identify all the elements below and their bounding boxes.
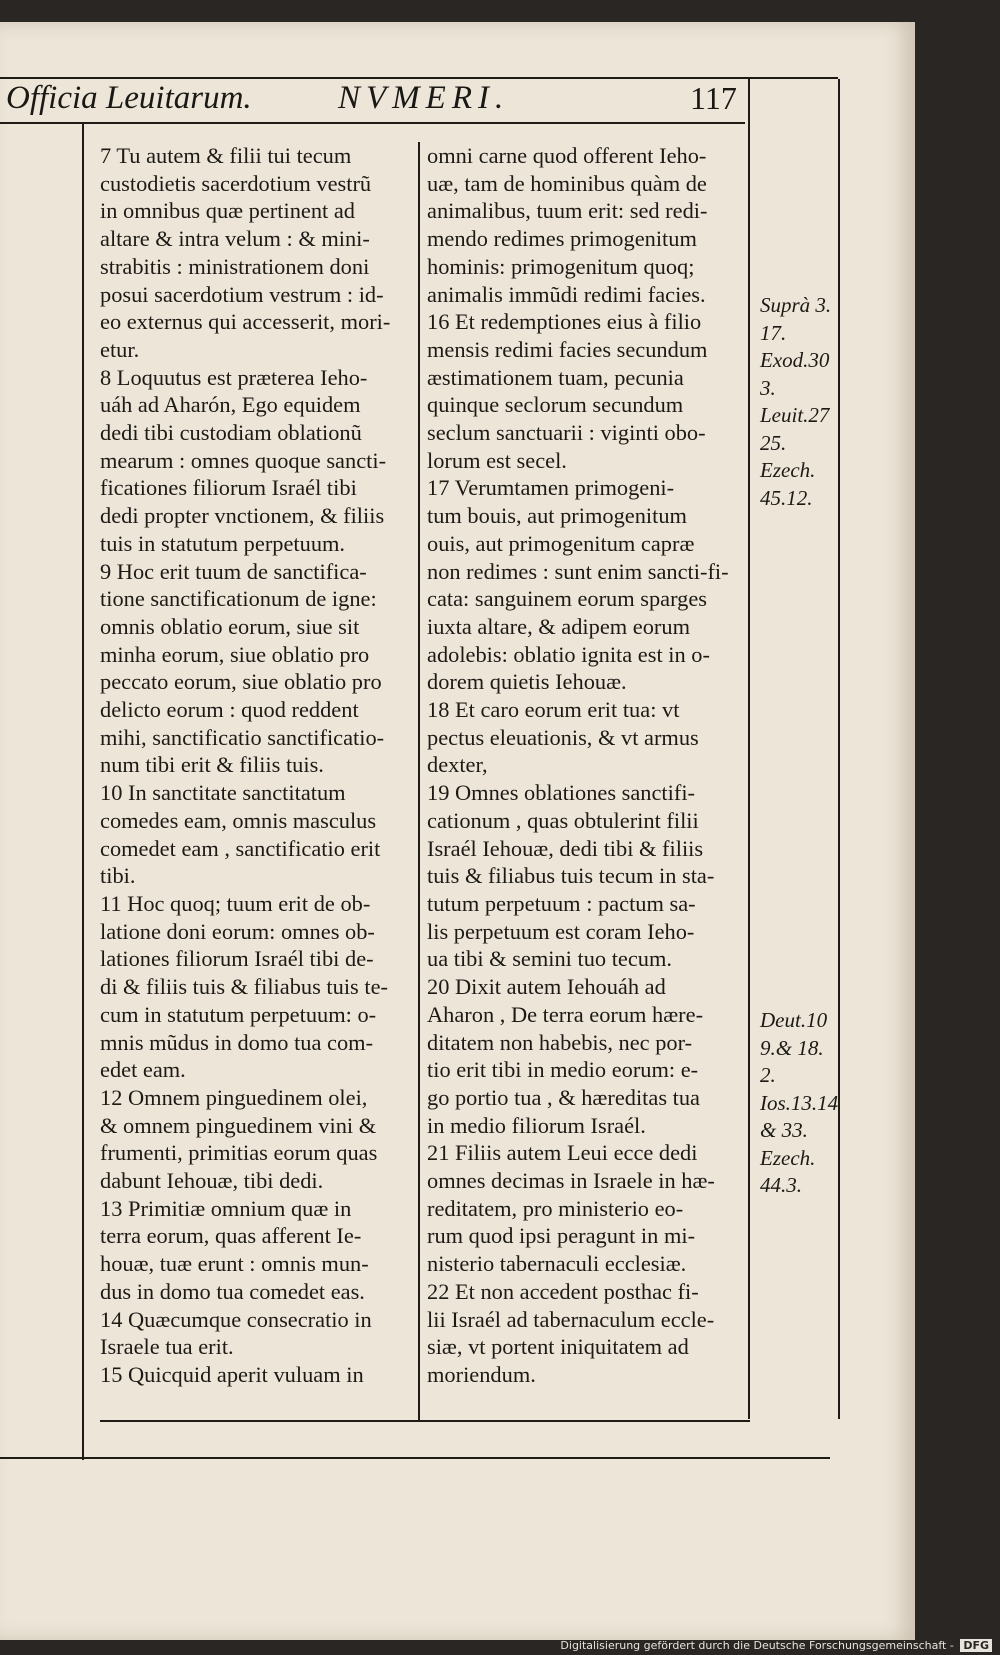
text-line: dorem quietis Iehouæ. (427, 669, 627, 695)
text-line: Israele tua erit. (100, 1334, 234, 1360)
text-line: Aharon , De terra eorum hære- (427, 1001, 704, 1027)
text-line: frumenti, primitias eorum quas (100, 1140, 378, 1166)
text-line: dus in domo tua comedet eas. (100, 1278, 365, 1304)
text-line: di & filiis tuis & filiabus tuis te- (100, 974, 388, 1000)
margin-note-line: Leuit.27 (760, 403, 830, 427)
text-line: dexter, (427, 752, 488, 778)
text-line: animalibus, tuum erit: sed redi- (427, 198, 708, 224)
book-page (0, 22, 915, 1640)
text-line: ouis, aut primogenitum capræ (427, 530, 695, 556)
running-title: Officia Leuitarum. (6, 80, 252, 116)
text-line: posui sacerdotium vestrum : id- (100, 281, 384, 307)
header-top-rule (0, 77, 838, 79)
text-line: edet eam. (100, 1057, 186, 1083)
text-line: siæ, vt portent iniquitatem ad (427, 1334, 689, 1360)
text-line: 11 Hoc quoq; tuum erit de ob- (100, 890, 371, 916)
credit-text: Digitalisierung gefördert durch die Deutsche Forschungsgemeinschaft - (560, 1639, 954, 1652)
header-bottom-rule (0, 122, 745, 124)
text-line: uáh ad Aharón, Ego equidem (100, 392, 361, 418)
margin-note-line: 25. (760, 430, 787, 455)
text-line: seclum sanctuarii : viginti obo- (427, 420, 706, 446)
margin-note-line: 17. (760, 320, 787, 345)
margin-note-line: 3. (760, 375, 776, 400)
text-line: mihi, sanctificatio sanctificatio- (100, 724, 385, 750)
text-line: terra eorum, quas afferent Ie- (100, 1223, 362, 1249)
text-line: cata: sanguinem eorum sparges (427, 586, 708, 612)
text-line: num tibi erit & filiis tuis. (100, 752, 324, 778)
text-line: hominis: primogenitum quoq; (427, 253, 695, 279)
margin-note-line: Ezech. (760, 1145, 816, 1170)
text-line: 16 Et redemptiones eius à filio (427, 309, 702, 335)
text-line: ficationes filiorum Israél tibi (100, 475, 357, 501)
text-line: iuxta altare, & adipem eorum (427, 613, 690, 639)
column-divider (418, 142, 420, 1422)
margin-note-line: 45.12. (760, 485, 813, 510)
text-line: uæ, tam de hominibus quàm de (427, 170, 707, 196)
outer-right-rule (838, 79, 840, 1419)
text-line: altare & intra velum : & mini- (100, 226, 370, 252)
text-line: tio erit tibi in medio eorum: e- (427, 1057, 699, 1083)
text-line: tuis & filiabus tuis tecum in sta- (427, 863, 715, 889)
margin-note-line: Ezech. (760, 458, 816, 482)
text-line: dabunt Iehouæ, tibi dedi. (100, 1168, 324, 1194)
text-line: & omnem pinguedinem vini & (100, 1112, 377, 1138)
text-line: in omnibus quæ pertinent ad (100, 198, 355, 224)
text-line: adolebis: oblatio ignita est in o- (427, 641, 710, 667)
text-line: go portio tua , & hæreditas tua (427, 1084, 700, 1110)
text-line: tutum perpetuum : pactum sa- (427, 890, 696, 916)
text-line: reditatem, pro ministerio eo- (427, 1195, 684, 1221)
footer-rule (100, 1420, 750, 1422)
text-line: 10 In sanctitate sanctitatum (100, 780, 346, 806)
text-line: 15 Quicquid aperit vuluam in (100, 1361, 364, 1387)
text-line: tione sanctificationum de igne: (100, 586, 377, 612)
text-line: 9 Hoc erit tuum de sanctifica- (100, 558, 367, 584)
text-line: mensis redimi facies secundum (427, 336, 708, 362)
text-line: 17 Verumtamen primogeni- (427, 475, 675, 501)
text-line: eo externus qui accesserit, mori- (100, 309, 391, 335)
text-line: nisterio tabernaculi ecclesiæ. (427, 1251, 687, 1277)
text-line: non redimes : sunt enim sancti-fi- (427, 558, 729, 584)
text-line: 21 Filiis autem Leui ecce dedi (427, 1140, 698, 1166)
text-line: moriendum. (427, 1361, 536, 1387)
text-line: delicto eorum : quod reddent (100, 697, 359, 723)
left-text-column (100, 142, 415, 1389)
text-line: custodietis sacerdotium vestrũ (100, 170, 372, 196)
text-line: 19 Omnes oblationes sanctifi- (427, 780, 696, 806)
text-line: 8 Loquutus est præterea Ieho- (100, 364, 368, 390)
running-header (0, 80, 745, 120)
page-number: 117 (690, 80, 737, 116)
right-border-rule (748, 79, 750, 1419)
text-line: 20 Dixit autem Iehouáh ad (427, 974, 666, 1000)
text-line: 14 Quæcumque consecratio in (100, 1306, 372, 1332)
text-line: cationum , quas obtulerint filii (427, 807, 699, 833)
text-line: quinque seclorum secundum (427, 392, 684, 418)
text-line: latione doni eorum: omnes ob- (100, 918, 375, 944)
text-line: mnis mũdus in domo tua com- (100, 1029, 374, 1055)
footer-rule-outer (0, 1457, 830, 1459)
text-line: etur. (100, 336, 140, 362)
text-line: lationes filiorum Israél tibi de- (100, 946, 374, 972)
text-line: tum bouis, aut primogenitum (427, 503, 687, 529)
text-line: tibi. (100, 863, 136, 889)
text-line: dedi tibi custodiam oblationũ (100, 420, 362, 446)
text-line: minha eorum, siue oblatio pro (100, 641, 370, 667)
text-line: 12 Omnem pinguedinem olei, (100, 1084, 368, 1110)
text-line: omnis oblatio eorum, siue sit (100, 613, 360, 639)
text-line: mendo redimes primogenitum (427, 226, 697, 252)
text-line: ditatem non habebis, nec por- (427, 1029, 693, 1055)
margin-note-line: & 33. (760, 1118, 808, 1142)
text-line: houæ, tuæ erunt : omnis mun- (100, 1251, 369, 1277)
margin-note-line: Suprà 3. (760, 293, 832, 317)
digitization-credit (560, 1639, 992, 1652)
margin-notes-upper (760, 292, 831, 512)
text-line: omni carne quod offerent Ieho- (427, 143, 707, 168)
margin-note-line: 44.3. (760, 1173, 802, 1197)
left-border-rule (82, 122, 84, 1460)
text-line: mearum : omnes quoque sancti- (100, 447, 387, 473)
text-line: 13 Primitiæ omnium quæ in (100, 1195, 352, 1221)
text-line: pectus eleuationis, & vt armus (427, 724, 699, 750)
text-line: animalis immũdi redimi facies. (427, 281, 706, 307)
margin-note-line: 9.& 18. (760, 1035, 824, 1060)
text-line: 18 Et caro eorum erit tua: vt (427, 697, 680, 723)
margin-note-line: Deut.10 (760, 1008, 828, 1032)
text-line: lii Israél ad tabernaculum eccle- (427, 1306, 715, 1332)
dfg-logo: DFG (960, 1639, 992, 1652)
text-line: comedes eam, omnis masculus (100, 807, 377, 833)
text-line: cum in statutum perpetuum: o- (100, 1001, 377, 1027)
text-line: rum quod ipsi peragunt in mi- (427, 1223, 696, 1249)
text-line: peccato eorum, siue oblatio pro (100, 669, 382, 695)
margin-notes-lower (760, 1007, 838, 1200)
text-line: dedi propter vnctionem, & filiis (100, 503, 385, 529)
text-line: æstimationem tuam, pecunia (427, 364, 684, 390)
margin-note-line: Ios.13.14 (760, 1090, 839, 1115)
margin-note-line: 2. (760, 1063, 776, 1087)
text-line: strabitis : ministrationem doni (100, 253, 370, 279)
margin-note-line: Exod.30 (760, 348, 830, 372)
text-line: comedet eam , sanctificatio erit (100, 835, 381, 861)
text-line: tuis in statutum perpetuum. (100, 530, 346, 556)
text-line: 7 Tu autem & filii tui tecum (100, 143, 352, 168)
book-title: NVMERI. (338, 80, 510, 116)
text-line: in medio filiorum Israél. (427, 1112, 646, 1138)
text-line: lorum est secel. (427, 447, 567, 473)
text-line: 22 Et non accedent posthac fi- (427, 1278, 699, 1304)
text-line: ua tibi & semini tuo tecum. (427, 946, 673, 972)
text-line: Israél Iehouæ, dedi tibi & filiis (427, 835, 704, 861)
right-text-column (427, 142, 745, 1389)
text-line: omnes decimas in Israele in hæ- (427, 1168, 715, 1194)
text-line: lis perpetuum est coram Ieho- (427, 918, 695, 944)
